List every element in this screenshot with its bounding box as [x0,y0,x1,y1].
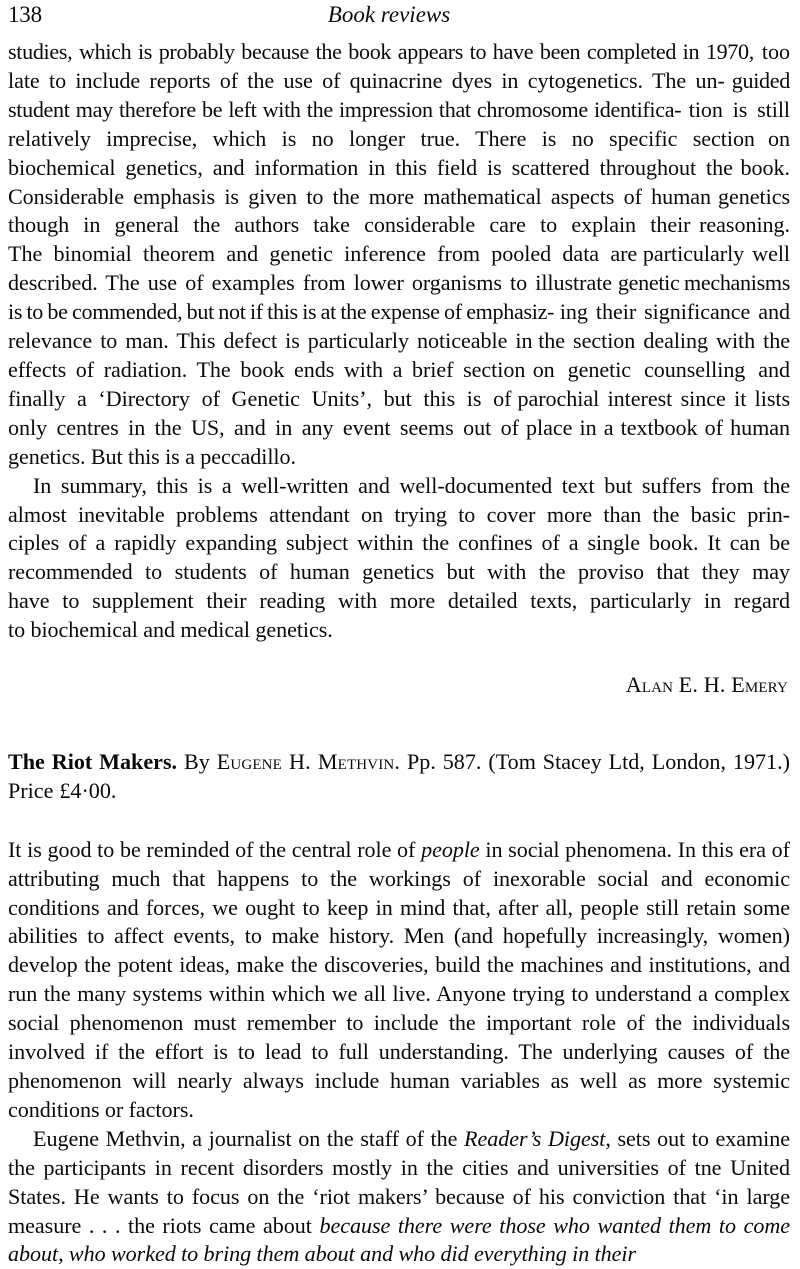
line: ciples of a rapidly expanding subject within the confines of a single book. It can be [8,530,790,556]
book-publisher: (Tom Stacey Ltd, London, 1971.) [488,748,790,774]
paragraph [8,472,790,645]
text-run: , sets out to examine the participants in recent disorders mostly in the cities and universities of tne United States. He wants to focus on the ‘riot makers’ because of his conviction that ‘in large measure . . . the riots came about [8,1125,791,1238]
line: guided student may therefore be left with the impression that chromosome identifica- [8,67,790,122]
line: too late to include reports of the use of quinacrine dyes in cytogenetics. The un- [8,39,790,93]
text-run: in social phenomena. In this era of attributing much that happens to the workings of inexorable social and economic conditions and forces, we ought to keep in mind that, after all, people still retain some abilities to affect events, to make history. Men (and hopefully increasingly, women) develop the potent ideas, make the discoveries, build the machines and institutions, and run the many systems within which we all live. Anyone trying to understand a complex social phenomenon must remember to include the important role of the individuals involved if the effort is to lead to full understanding. The underlying causes of the phenomenon will nearly always include human variables as well as more systemic conditions or factors. [8,836,790,1122]
emphasis-quotation: because there were those who wanted them to come about, who worked to bring them about and who did everything in their [8,1212,791,1267]
review-one-body [8,38,790,645]
review-two-body [8,836,790,1269]
text-run: Eugene Methvin, a journalist on the staff of the [33,1125,465,1151]
by-label: By [184,748,210,774]
reviewer-name: Alan E. H. Emery [625,672,788,698]
page-number: 138 [8,2,42,27]
line: genetic mechanisms is to be commended, but not if this is at the expense of emphasiz- [8,270,790,325]
paragraph [8,836,790,1125]
running-head-title: Book reviews [327,2,451,27]
paragraph [8,38,790,472]
line: almost inevitable problems attendant on trying to cover more than the basic prin- [8,501,790,527]
line: studies, which is probably because the book appears to have been completed in 1970, [8,39,754,64]
line: the section dealing with the effects of radiation. The book ends with a brief section [8,328,790,382]
book-pages: Pp. 587. [406,748,482,774]
line: on genetic counselling and finally a ‘Directory of Genetic Units’, but this is of [8,356,790,411]
paragraph [8,1125,790,1269]
line: have to supplement their reading with more detailed texts, particularly in regard [8,588,790,614]
book-author: Eugene H. Methvin. [216,748,401,774]
running-head [8,0,790,34]
emphasis-people: people [421,836,480,862]
line: book. Considerable emphasis is given to the more mathematical aspects of human [8,154,790,209]
text-run: It is good to be reminded of the central role of [8,836,422,862]
line: reasoning. The binomial theorem and genetic inference from pooled data are [8,212,790,267]
line: on biochemical genetics, and information in this field is scattered throughout the [8,125,790,180]
line: place in a textbook of human genetics. But this is a peccadillo. [8,414,791,469]
line: ing their significance and relevance to man. This defect is particularly noticeable in [8,299,791,354]
line: genetics though in general the authors take considerable care to explain their [8,183,791,238]
line: recommended to students of human genetics but with the proviso that they may [8,559,790,585]
price-label: Price [8,777,54,803]
reviewer-signature [8,671,790,700]
line: In summary, this is a well-written and well-documented text but suffers from the [33,472,790,498]
line: parochial interest since it lists only centres in the US, and in any event seems out of [8,385,791,440]
emphasis-readers-digest: Reader’s Digest [464,1125,606,1151]
line: tion is still relatively imprecise, which is no longer true. There is no specific section [8,96,791,151]
book-price: £4·00. [59,777,117,803]
line: to biochemical and medical genetics. [8,617,333,643]
book-title: The Riot Makers. [8,748,178,774]
line: particularly well described. The use of examples from lower organisms to illustrate [8,241,791,296]
book-entry-heading [8,748,790,806]
